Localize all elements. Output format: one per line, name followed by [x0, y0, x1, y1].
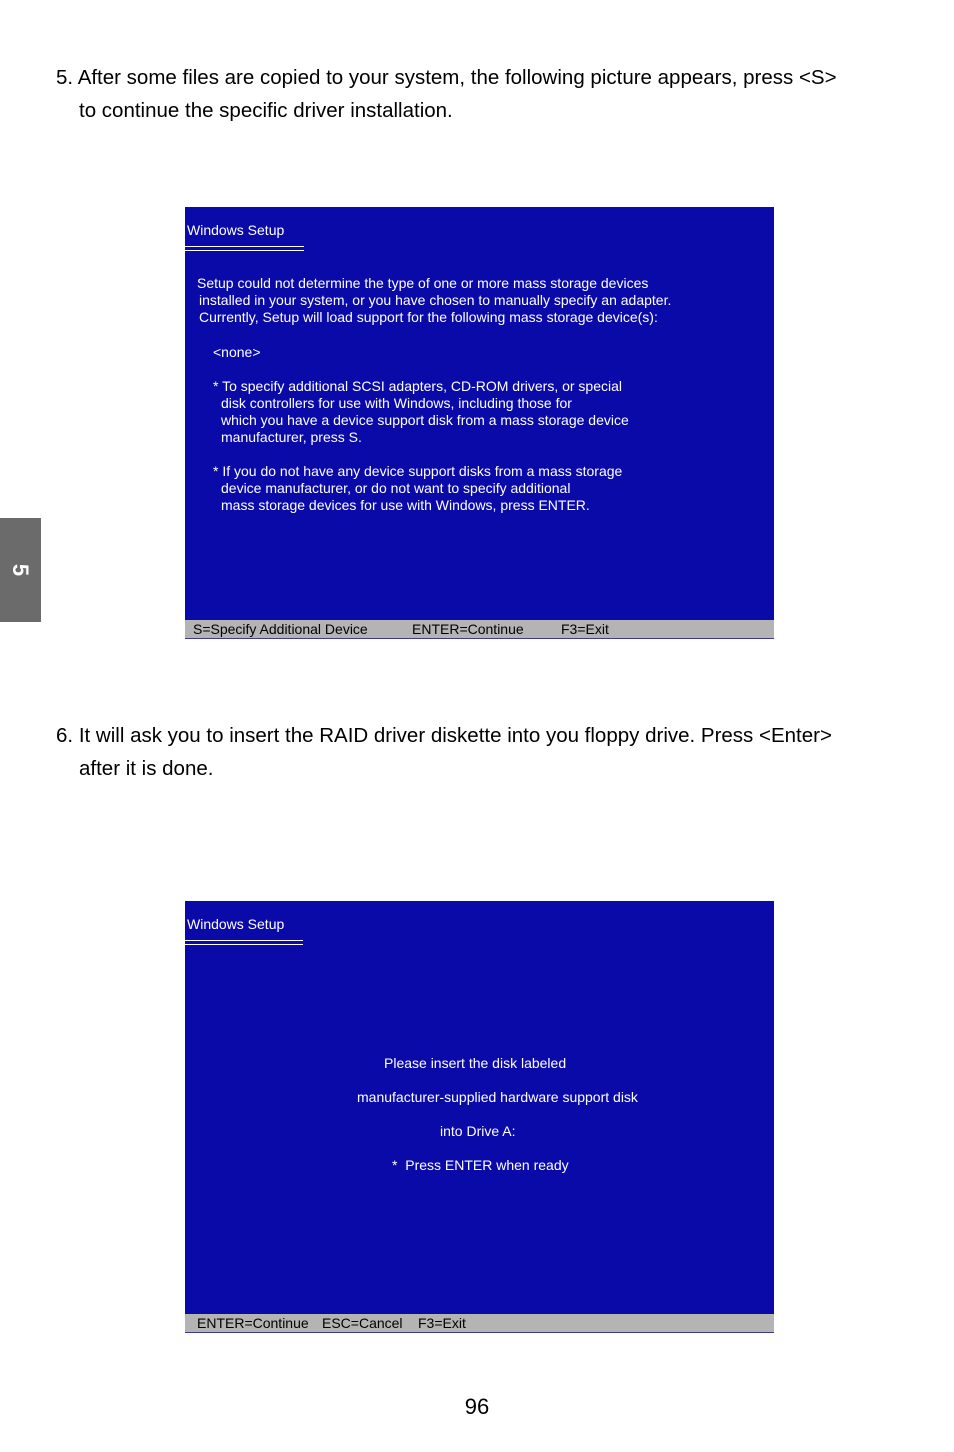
screen-text-line: Please insert the disk labeled — [384, 1055, 567, 1071]
step-6-line-1: It will ask you to insert the RAID driver diskette into you floppy drive. Press <Enter> — [78, 724, 832, 747]
screen-text-line: <none> — [213, 344, 261, 360]
screen-text-line: * Press ENTER when ready — [392, 1157, 569, 1173]
screen-text-line: * To specify additional SCSI adapters, CD-ROM drivers, or special — [213, 378, 623, 394]
status-exit-key[interactable]: F3=Exit — [561, 621, 609, 637]
screen-text-line: manufacturer, press S. — [221, 429, 362, 445]
chapter-tab — [0, 518, 41, 622]
screen-text-line: manufacturer-supplied hardware support disk — [357, 1089, 638, 1105]
screen-text-line: installed in your system, or you have chosen to manually specify an adapter. — [199, 292, 672, 308]
status-enter-key[interactable]: ENTER=Continue — [197, 1315, 309, 1331]
screen-title: Windows Setup — [187, 222, 285, 238]
status-exit-key[interactable]: F3=Exit — [418, 1315, 466, 1331]
title-underline — [185, 246, 304, 251]
screen-text-line: device manufacturer, or do not want to specify additional — [221, 480, 571, 496]
screen-text-line: into Drive A: — [440, 1123, 516, 1139]
screen-text-line: which you have a device support disk from a mass storage device — [221, 412, 629, 428]
step-5-number: 5. — [56, 66, 74, 89]
screen-text-line: * If you do not have any device support disks from a mass storage — [213, 463, 623, 479]
status-bar — [185, 1314, 774, 1333]
step-5-instruction — [56, 61, 916, 127]
status-specify-key[interactable]: S=Specify Additional Device — [193, 621, 368, 637]
chapter-tab-label: 5 — [8, 563, 34, 577]
status-enter-key[interactable]: ENTER=Continue — [412, 621, 524, 637]
step-6-number: 6. — [56, 724, 74, 747]
page-number: 96 — [464, 1394, 490, 1419]
screen-text-line: Currently, Setup will load support for the following mass storage device(s): — [199, 309, 658, 325]
windows-setup-screen-insert-disk — [185, 901, 774, 1333]
windows-setup-screen-mass-storage — [185, 207, 774, 639]
step-5-line-2: to continue the specific driver installation. — [79, 99, 453, 122]
screen-text-line: disk controllers for use with Windows, including those for — [221, 395, 572, 411]
screen-title: Windows Setup — [187, 916, 285, 932]
screen-text-line: mass storage devices for use with Windows, press ENTER. — [221, 497, 590, 513]
screen-text-line: Setup could not determine the type of one or more mass storage devices — [197, 275, 649, 291]
status-cancel-key[interactable]: ESC=Cancel — [322, 1315, 403, 1331]
status-bar — [185, 620, 774, 639]
step-6-instruction — [56, 719, 916, 785]
step-6-line-2: after it is done. — [79, 757, 214, 780]
title-underline — [185, 940, 303, 945]
step-5-line-1: After some files are copied to your system, the following picture appears, press <S> — [77, 66, 837, 89]
